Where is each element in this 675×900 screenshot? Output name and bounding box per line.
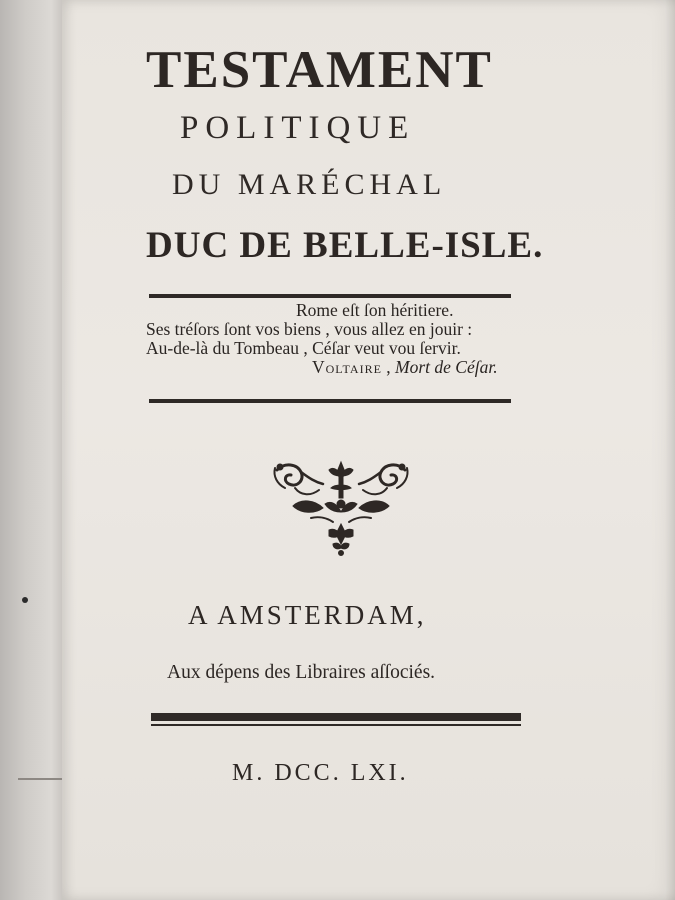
title-line-duc: DUC DE BELLE-ISLE. [146, 225, 544, 266]
imprint-date: M. DCC. LXI. [232, 760, 409, 786]
epigraph-work: Mort de Céſar. [395, 357, 498, 377]
ink-speck [22, 597, 28, 603]
epigraph-author: Voltaire [312, 357, 382, 377]
epigraph-separator: , [381, 357, 396, 377]
binding-crease [18, 778, 62, 780]
fleuron-ornament-icon [271, 458, 411, 558]
imprint-place: A AMSTERDAM, [188, 600, 427, 630]
double-rule-thin [151, 724, 521, 726]
epigraph-attribution [146, 358, 524, 377]
epigraph-line-1: Rome eſt ſon héritiere. [296, 300, 454, 320]
imprint-publisher: Aux dépens des Libraires aſſociés. [167, 662, 436, 683]
rule-above-epigraph [149, 294, 511, 298]
rule-below-epigraph [149, 399, 511, 403]
page-edge-shadow [665, 0, 675, 900]
book-gutter [0, 0, 64, 900]
double-rule-thick [151, 713, 521, 721]
title-line-marechal: DU MARÉCHAL [172, 168, 447, 201]
double-rule [151, 713, 521, 729]
epigraph-line-2: Ses tréſors ſont vos biens , vous allez en jouir : [146, 319, 473, 339]
title-line-politique: POLITIQUE [180, 110, 416, 146]
epigraph-line-3: Au-de-là du Tombeau , Céſar veut vou ſervir. [146, 338, 461, 358]
epigraph [146, 301, 524, 377]
title-line-testament: TESTAMENT [146, 41, 493, 99]
